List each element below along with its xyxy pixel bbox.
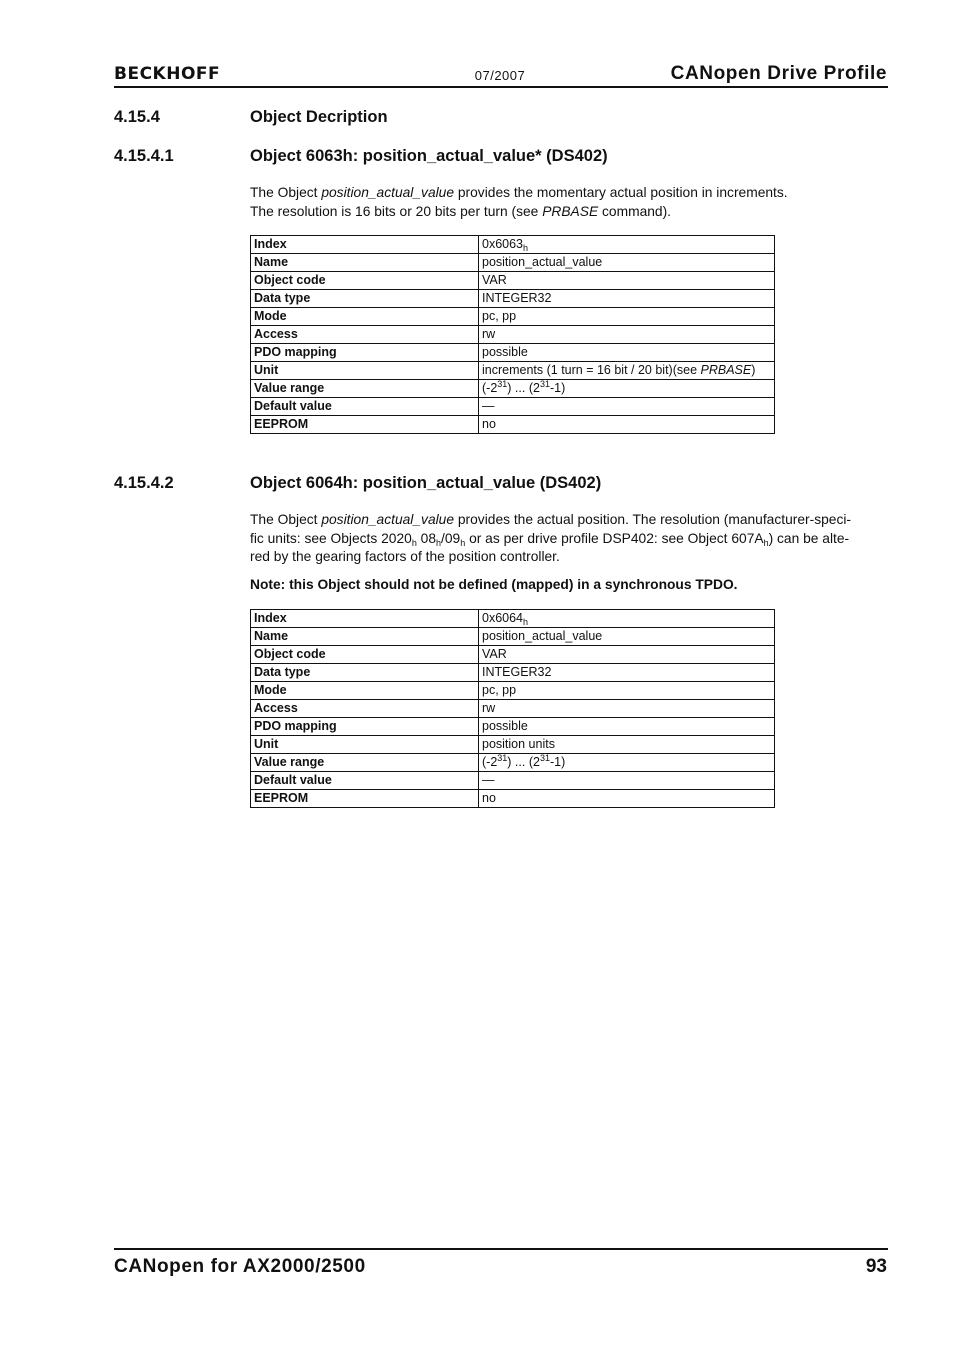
row-value: rw bbox=[479, 700, 775, 718]
row-key: Index bbox=[251, 236, 479, 254]
table-row bbox=[251, 700, 775, 718]
row-value: increments (1 turn = 16 bit / 20 bit)(see PRBASE) bbox=[479, 362, 775, 380]
row-key: Value range bbox=[251, 380, 479, 398]
row-value: — bbox=[479, 398, 775, 416]
table-row bbox=[251, 718, 775, 736]
table-row bbox=[251, 736, 775, 754]
header-title: CANopen Drive Profile bbox=[670, 63, 887, 84]
table-row bbox=[251, 610, 775, 628]
table-row bbox=[251, 308, 775, 326]
row-key: EEPROM bbox=[251, 416, 479, 434]
table-row bbox=[251, 682, 775, 700]
table-row bbox=[251, 790, 775, 808]
row-key: Default value bbox=[251, 772, 479, 790]
row-key: Mode bbox=[251, 682, 479, 700]
footer-title: CANopen for AX2000/2500 bbox=[114, 1256, 366, 1277]
row-value: $0x6063_h$ bbox=[479, 236, 775, 254]
row-value: pc, pp bbox=[479, 308, 775, 326]
row-key: PDO mapping bbox=[251, 344, 479, 362]
row-key: Object code bbox=[251, 272, 479, 290]
row-key: Default value bbox=[251, 398, 479, 416]
object-6064-table bbox=[250, 609, 775, 808]
row-value: VAR bbox=[479, 646, 775, 664]
table-row bbox=[251, 326, 775, 344]
brand-logo: BECKHOFF bbox=[114, 64, 221, 84]
description-line-2: The resolution is 16 bits or 20 bits per turn (see PRBASE command). bbox=[250, 203, 672, 219]
table-row bbox=[251, 344, 775, 362]
description-line-2: fic units: see Objects $2020_h$ $08_h/09_h$ or as per drive profile DSP402: see Object $607A_h$) can be alte- bbox=[250, 530, 850, 548]
row-value: no bbox=[479, 790, 775, 808]
row-value: $(-2^{31})$ ... $(2^{31}-1)$ bbox=[479, 380, 775, 398]
row-key: Unit bbox=[251, 362, 479, 380]
row-value: — bbox=[479, 772, 775, 790]
subsection-2-description bbox=[250, 511, 888, 567]
subsection-1-title: Object 6063h: position_actual_value* (DS402) bbox=[250, 147, 608, 165]
table-row bbox=[251, 628, 775, 646]
row-value: VAR bbox=[479, 272, 775, 290]
row-value: possible bbox=[479, 718, 775, 736]
row-value: $0x6064_h$ bbox=[479, 610, 775, 628]
subsection-1-number: 4.15.4.1 bbox=[114, 147, 174, 165]
row-value: INTEGER32 bbox=[479, 290, 775, 308]
row-value: position_actual_value bbox=[479, 254, 775, 272]
table-row bbox=[251, 754, 775, 772]
description-line-3: red by the gearing factors of the position controller. bbox=[250, 549, 560, 564]
table-row bbox=[251, 290, 775, 308]
row-value: possible bbox=[479, 344, 775, 362]
table-row bbox=[251, 254, 775, 272]
header-rule bbox=[114, 86, 888, 88]
row-value: pc, pp bbox=[479, 682, 775, 700]
row-key: Index bbox=[251, 610, 479, 628]
subsection-1-description bbox=[250, 184, 888, 221]
table-row bbox=[251, 272, 775, 290]
row-key: PDO mapping bbox=[251, 718, 479, 736]
table-row bbox=[251, 362, 775, 380]
object-6063-table bbox=[250, 235, 775, 434]
subsection-2-number: 4.15.4.2 bbox=[114, 474, 174, 492]
description-line-1: The Object position_actual_value provides the momentary actual position in increments. bbox=[250, 185, 788, 200]
table-row bbox=[251, 646, 775, 664]
table-row bbox=[251, 772, 775, 790]
row-key: Unit bbox=[251, 736, 479, 754]
row-key: Access bbox=[251, 700, 479, 718]
table-row bbox=[251, 380, 775, 398]
table-row bbox=[251, 236, 775, 254]
row-value: position_actual_value bbox=[479, 628, 775, 646]
row-value: INTEGER32 bbox=[479, 664, 775, 682]
description-line-1: The Object position_actual_value provides the actual position. The resolution (manufacturer-speci- bbox=[250, 512, 852, 527]
row-key: Data type bbox=[251, 664, 479, 682]
row-key: Data type bbox=[251, 290, 479, 308]
row-key: Name bbox=[251, 628, 479, 646]
row-value: $(-2^{31})$ ... $(2^{31}-1)$ bbox=[479, 754, 775, 772]
table-row bbox=[251, 416, 775, 434]
page-number: 93 bbox=[865, 1256, 887, 1277]
section-title: Object Decription bbox=[250, 108, 388, 126]
row-value: no bbox=[479, 416, 775, 434]
subsection-2-title: Object 6064h: position_actual_value (DS402) bbox=[250, 474, 602, 492]
row-value: position units bbox=[479, 736, 775, 754]
row-key: Mode bbox=[251, 308, 479, 326]
table-row bbox=[251, 398, 775, 416]
footer-rule bbox=[114, 1248, 888, 1250]
header-date: 07/2007 bbox=[474, 68, 526, 83]
row-key: Name bbox=[251, 254, 479, 272]
row-key: Value range bbox=[251, 754, 479, 772]
row-key: EEPROM bbox=[251, 790, 479, 808]
section-number: 4.15.4 bbox=[114, 108, 160, 126]
row-key: Object code bbox=[251, 646, 479, 664]
mapping-note: Note: this Object should not be defined (mapped) in a synchronous TPDO. bbox=[250, 577, 738, 592]
row-key: Access bbox=[251, 326, 479, 344]
table-row bbox=[251, 664, 775, 682]
row-value: rw bbox=[479, 326, 775, 344]
